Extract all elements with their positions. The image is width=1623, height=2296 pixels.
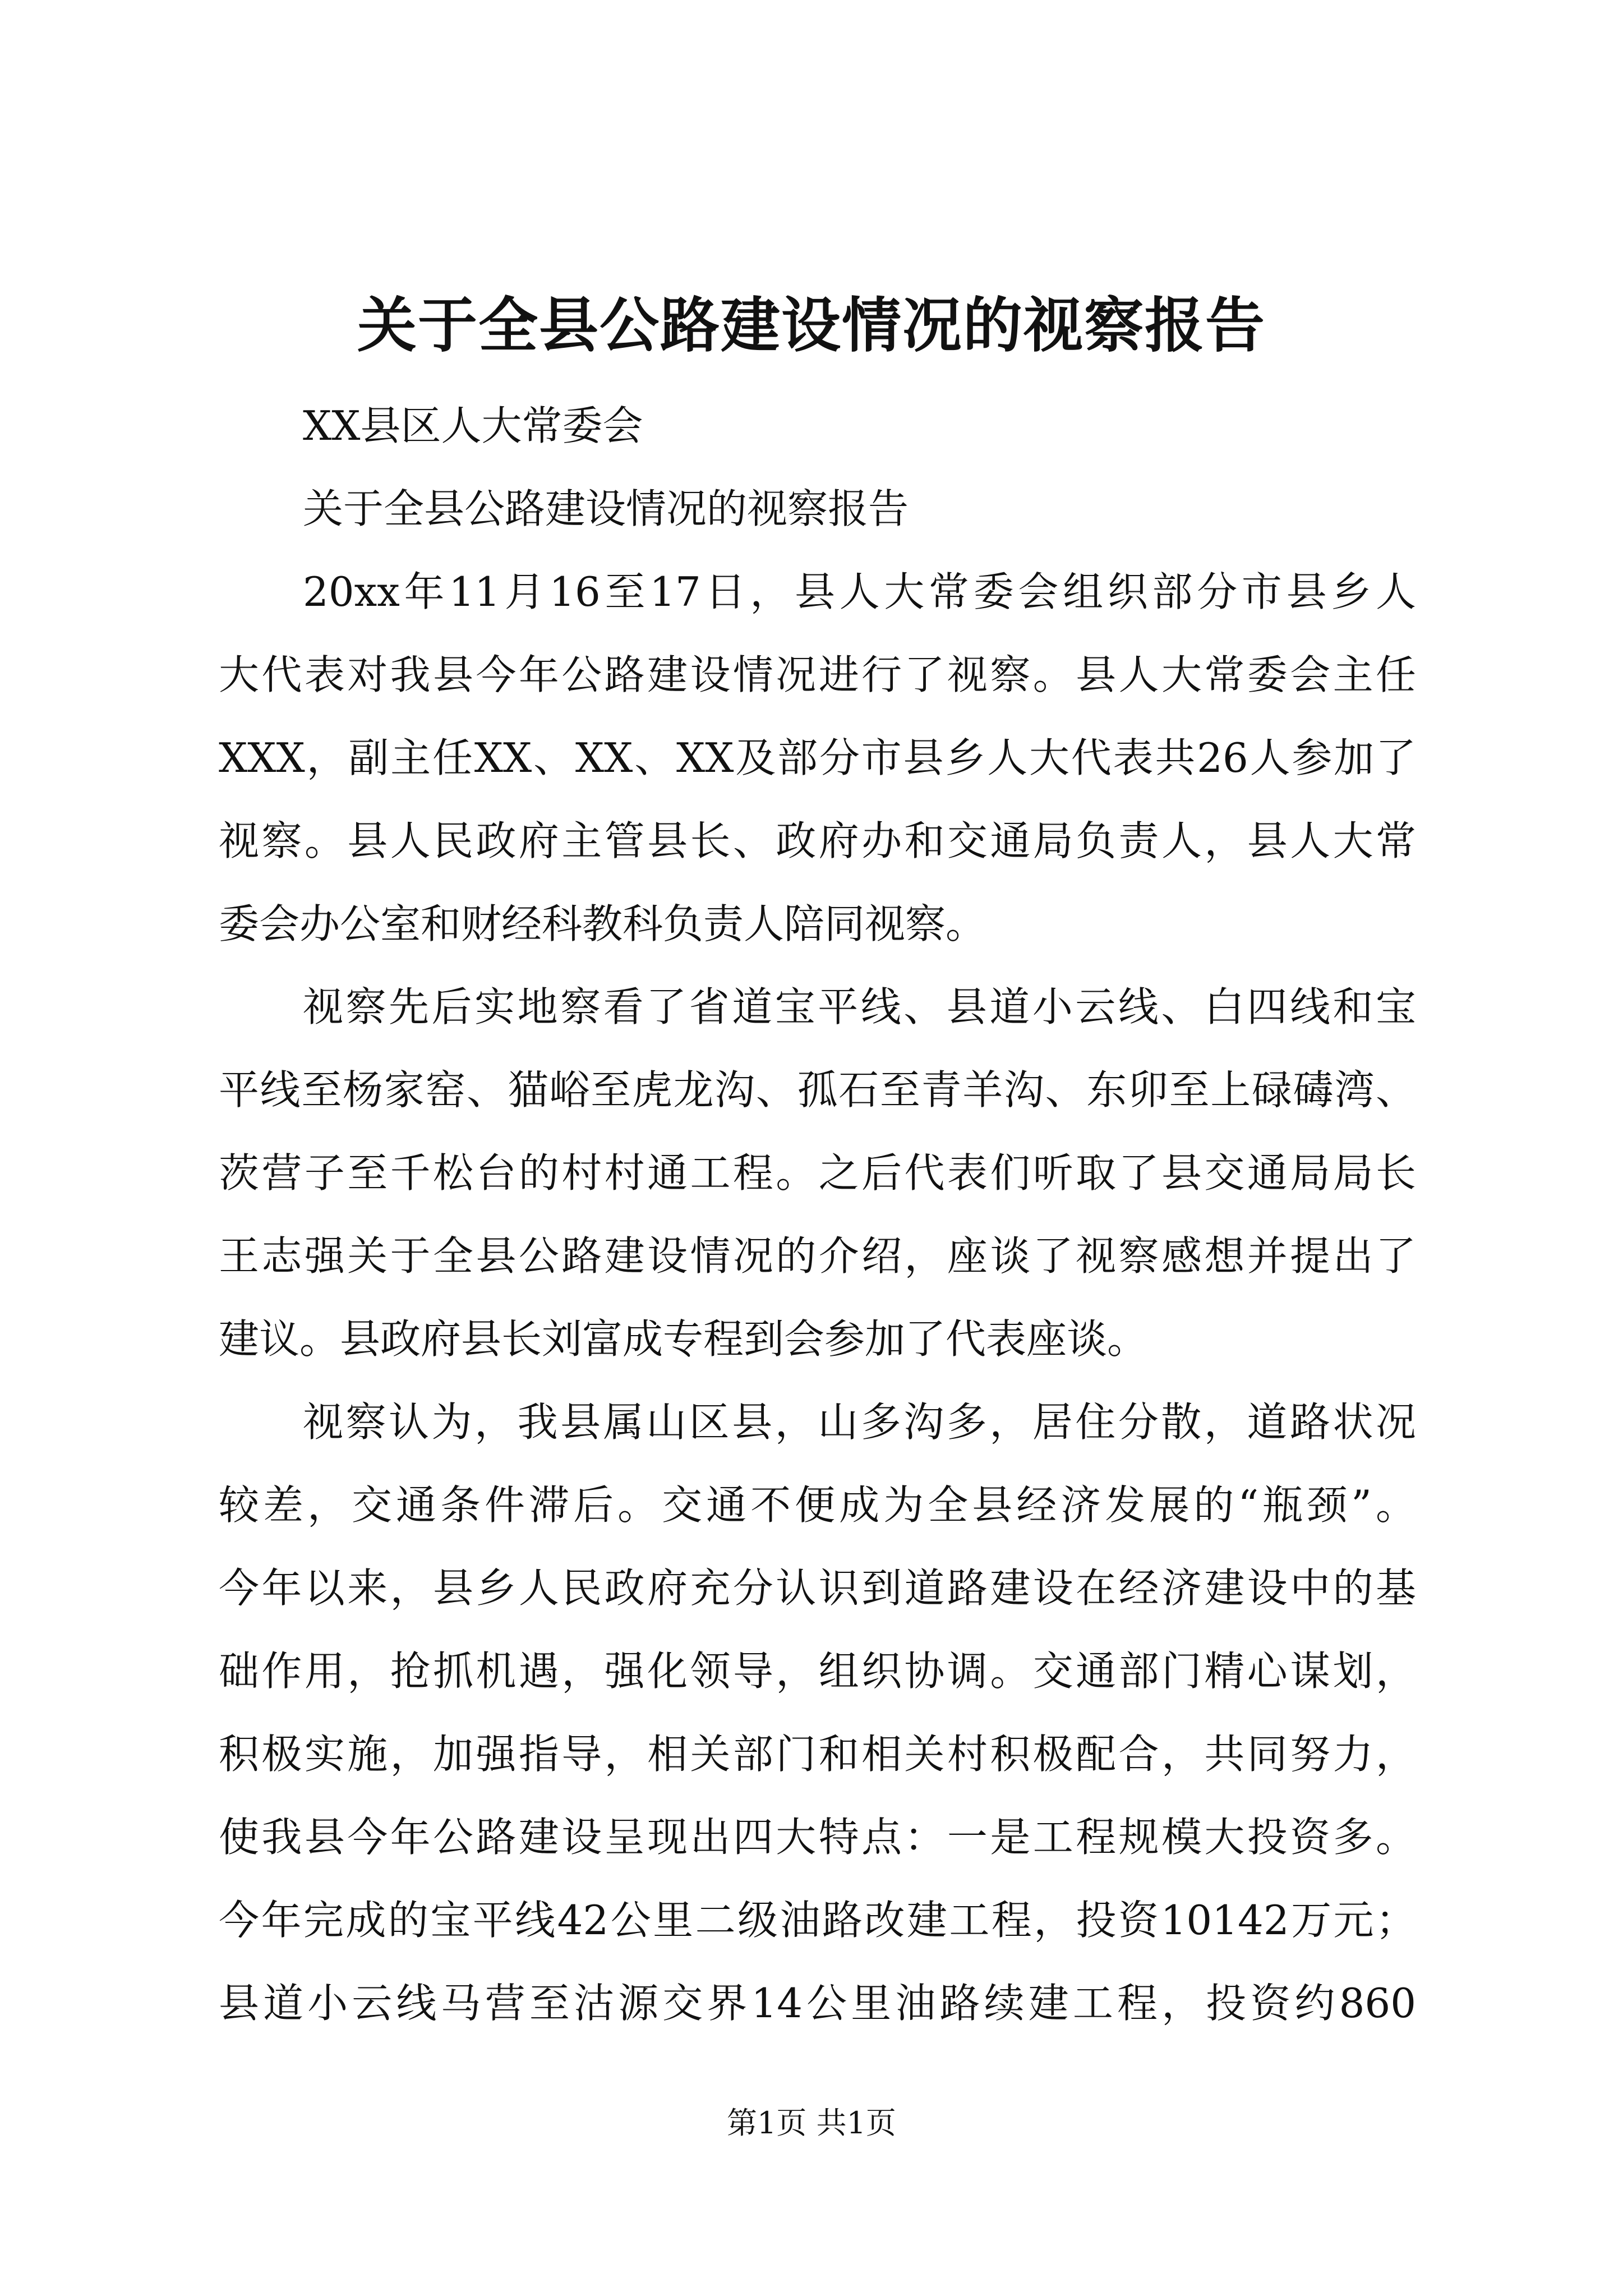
text-line: 视察先后实地察看了省道宝平线、县道小云线、白四线和宝 [303,983,1416,1030]
text-line: 平线至杨家窑、猫峪至虎龙沟、孤石至青羊沟、东卯至上碌碡湾、 [219,1066,1416,1114]
text-line: 视察认为，我县属山区县，山多沟多，居住分散，道路状况 [303,1398,1416,1446]
text-line: 视察。县人民政府主管县长、政府办和交通局负责人，县人大常 [219,817,1416,864]
text-line: 今年完成的宝平线42公里二级油路改建工程，投资10142万元； [219,1897,1416,1944]
text-line: 建议。县政府县长刘富成专程到会参加了代表座谈。 [219,1315,1148,1363]
text-line: 茨营子至千松台的村村通工程。之后代表们听取了县交通局局长 [219,1149,1416,1197]
text-line: 础作用，抢抓机遇，强化领导，组织协调。交通部门精心谋划， [219,1648,1416,1695]
text-line: 关于全县公路建设情况的视察报告 [303,485,909,532]
text-line: 委会办公室和财经科教科负责人陪同视察。 [219,900,986,947]
text-line: 今年以来，县乡人民政府充分认识到道路建设在经济建设中的基 [219,1565,1416,1612]
text-line: XX县区人大常委会 [303,402,643,449]
document-body [219,384,1416,2045]
text-line: 积极实施，加强指导，相关部门和相关村积极配合，共同努力， [219,1731,1416,1778]
text-line: 县道小云线马营至沽源交界14公里油路续建工程，投资约860 [219,1980,1416,2027]
text-line: 20xx年11月16至17日，县人大常委会组织部分市县乡人 [303,568,1416,615]
text-line: 使我县今年公路建设呈现出四大特点：一是工程规模大投资多。 [219,1814,1416,1861]
text-line: 大代表对我县今年公路建设情况进行了视察。县人大常委会主任 [219,651,1416,698]
page-footer: 第1页 共1页 [727,2105,896,2141]
text-line: 较差，交通条件滞后。交通不便成为全县经济发展的“瓶颈”。 [219,1481,1416,1529]
document-title: 关于全县公路建设情况的视察报告 [357,290,1266,360]
text-line: 王志强关于全县公路建设情况的介绍，座谈了视察感想并提出了 [219,1232,1416,1280]
text-line: XXX，副主任XX、XX、XX及部分市县乡人大代表共26人参加了 [219,734,1416,781]
